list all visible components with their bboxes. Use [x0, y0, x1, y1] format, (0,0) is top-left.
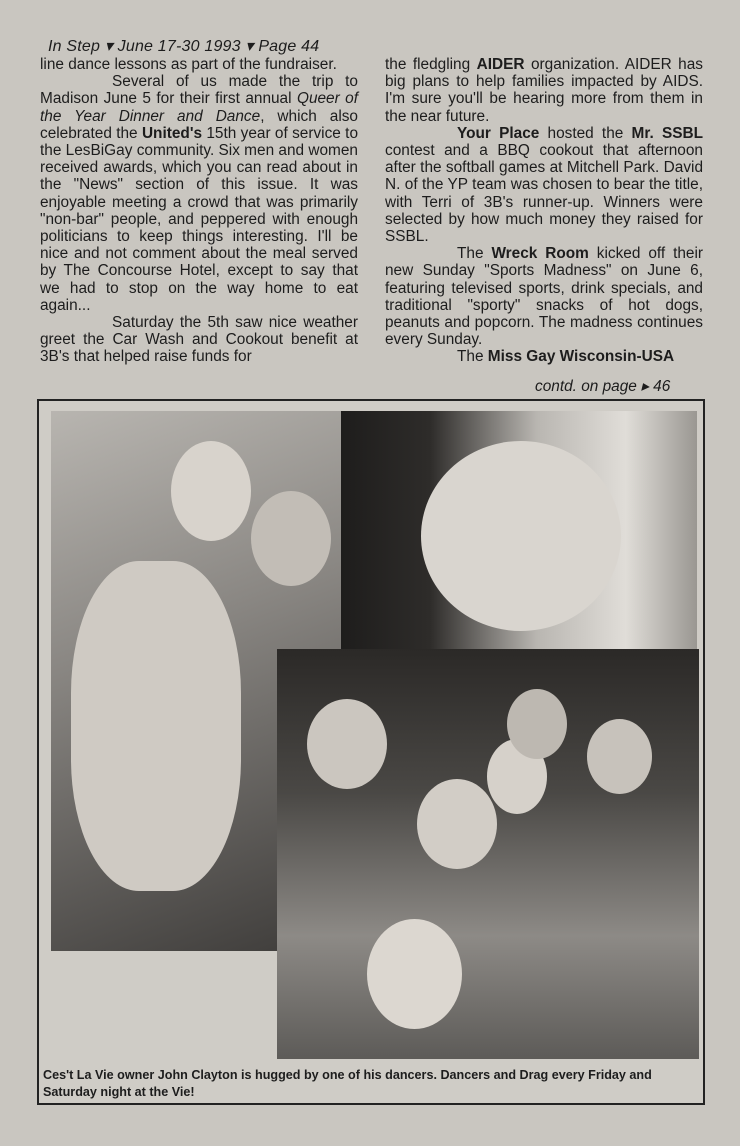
paragraph: Several of us made the trip to Madison June 5 for their first annual Queer of the Year Dinner and Dance, which also celebrated the United's 15th year of service to the LesBiGay community. Six men and women received awards, which you can read about in the "News" section of this issue. It was enjoyable meeting a crowd that was primarily "non-bar" people, and peppered with enough politicians to keep things interesting. I'll be nice and not comment about the meal served by The Concourse Hotel, except to say that we had to stop on the way home to eat again... [40, 73, 358, 314]
paragraph: the fledgling AIDER organization. AIDER has big plans to help families impacted by AIDS. I'm sure you'll be hearing more from them in the near future. [385, 56, 703, 125]
body-shape [71, 561, 241, 891]
photo-collage [37, 399, 705, 1105]
photo-bar-group [277, 649, 699, 1059]
paragraph: line dance lessons as part of the fundraiser. [40, 56, 337, 73]
header-separator: ▾ [104, 38, 113, 55]
page-number: Page 44 [258, 38, 320, 55]
article-column-left [40, 56, 358, 366]
paragraph: The Miss Gay Wisconsin-USA [457, 348, 675, 366]
continued-note: contd. on page ▸ 46 [535, 378, 671, 395]
face-shape [367, 919, 462, 1029]
issue-date: June 17-30 1993 [117, 38, 241, 55]
page-header [48, 36, 319, 56]
face-shape [251, 491, 331, 586]
header-separator: ▾ [245, 38, 254, 55]
article-column-right [385, 56, 703, 366]
paragraph: Your Place hosted the Mr. SSBL contest and a BBQ cookout that afternoon after the softball games at Mitchell Park. David N. of the YP team was chosen to bear the title, with Terri of 3B's runner-up. Winners were selected by how much money they raised for SSBL. [385, 124, 703, 246]
publication-name: In Step [48, 38, 101, 55]
paragraph: The Wreck Room kicked off their new Sunday "Sports Madness" on June 6, featuring televised sports, drink specials, and traditional "sporty" snacks of hot dogs, peanuts and popcorn. The madness continues every Sunday. [385, 245, 704, 349]
arrow-icon: ▸ [641, 378, 649, 395]
face-shape [507, 689, 567, 759]
face-shape [171, 441, 251, 541]
face-shape [417, 779, 497, 869]
face-shape [421, 441, 621, 631]
face-shape [587, 719, 652, 794]
face-shape [307, 699, 387, 789]
photo-performer-profile [341, 411, 697, 649]
photo-caption: Ces't La Vie owner John Clayton is hugged by one of his dancers. Dancers and Drag every Friday and Saturday night at the Vie! [43, 1068, 652, 1099]
paragraph: Saturday the 5th saw nice weather greet the Car Wash and Cookout benefit at 3B's that helped raise funds for [40, 314, 358, 366]
